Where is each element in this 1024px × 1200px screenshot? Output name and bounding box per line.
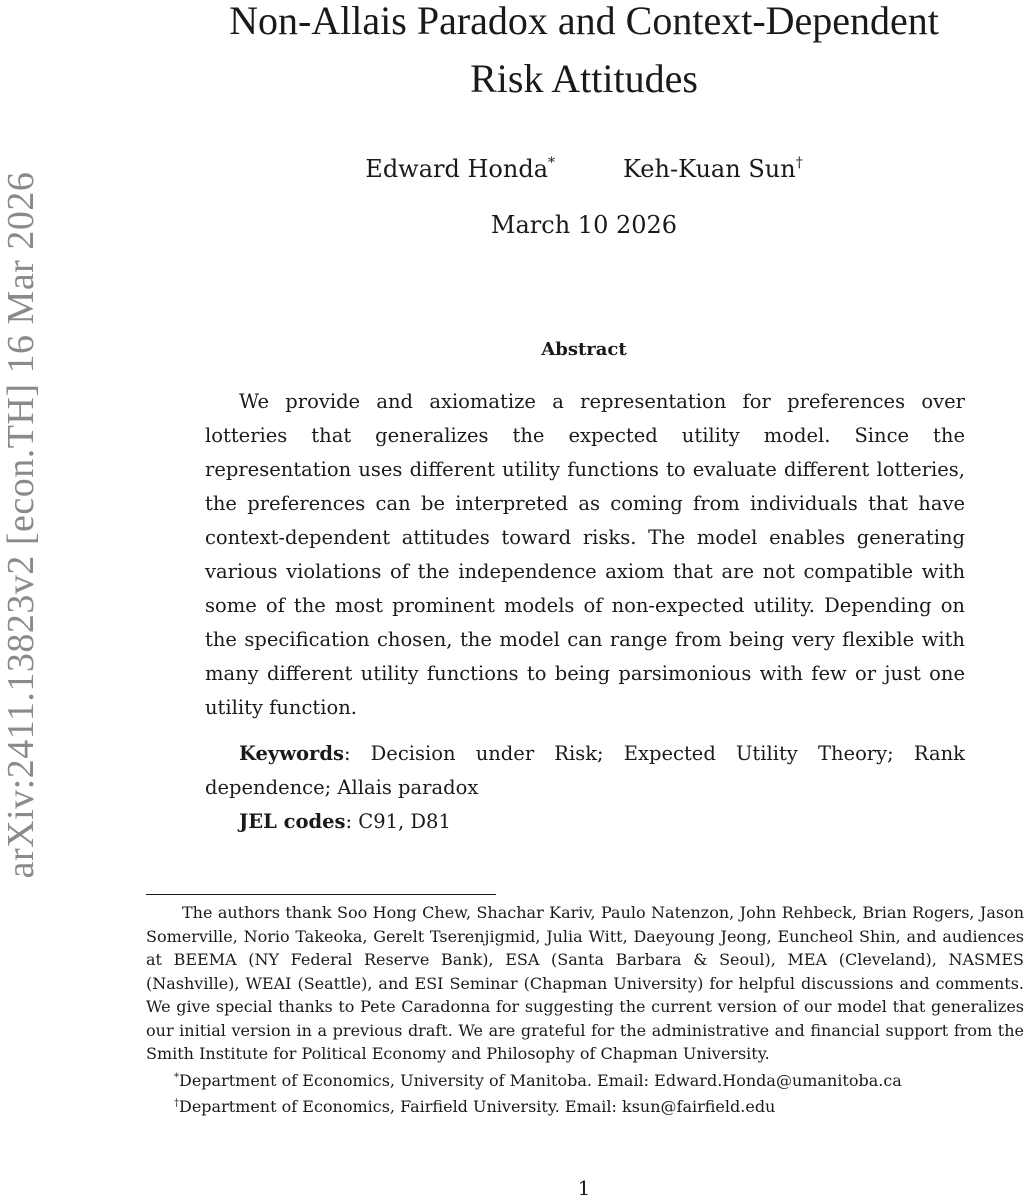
footnote-mark: † (174, 1098, 179, 1109)
author-keh-kuan-sun (623, 146, 803, 186)
arxiv-stamp (0, 0, 50, 1200)
keywords (205, 737, 965, 805)
affiliation-footnote-sun (146, 1092, 1024, 1119)
title-line-1: Non-Allais Paradox and Context-Dependent (229, 0, 939, 43)
keywords-label: Keywords (239, 742, 344, 765)
paper-date: March 10 2026 (490, 211, 678, 239)
jel-codes (205, 805, 965, 839)
keywords-text: : Decision under Risk; Expected Utility Theory; Rank dependence; Allais paradox (205, 742, 965, 799)
affiliation-text: Department of Economics, University of Manitoba. Email: Edward.Honda@umanitoba.ca (179, 1070, 902, 1090)
author-footnote-mark: † (795, 155, 803, 171)
paper-title (150, 0, 1018, 108)
title-line-2: Risk Attitudes (470, 56, 698, 101)
author-name: Keh-Kuan Sun (623, 155, 796, 183)
author-list (150, 146, 1018, 186)
author-edward-honda (365, 146, 555, 186)
footnote-divider (146, 894, 496, 895)
page-number: 1 (577, 1176, 591, 1200)
arxiv-identifier: arXiv:2411.13823v2 [econ.TH] 16 Mar 2026 (0, 171, 42, 879)
footnotes (146, 901, 1024, 1119)
author-footnote-mark: * (548, 155, 556, 171)
affiliation-footnote-honda (146, 1066, 1024, 1093)
abstract-text: We provide and axiomatize a representation for preferences over lotteries that generalizes the expected utility model. Since the representation uses different utility functions to evaluate different lotteries, the preferences can be interpreted as coming from individuals that have context-dependent attitudes toward risks. The model enables generating various violations of the independence axiom that are not compatible with some of the most prominent models of non-expected utility. Depending on the specification chosen, the model can range from being very flexible with many different utility functions to being parsimonious with few or just one utility function. (205, 390, 965, 719)
affiliation-text: Department of Economics, Fairfield University. Email: ksun@fairfield.edu (179, 1097, 776, 1116)
jel-label: JEL codes (239, 810, 346, 833)
abstract-heading: Abstract (541, 339, 627, 360)
author-name: Edward Honda (365, 155, 549, 183)
footnote-mark: * (174, 1071, 179, 1083)
jel-text: : C91, D81 (345, 810, 451, 833)
acknowledgements-footnote: The authors thank Soo Hong Chew, Shachar Kariv, Paulo Natenzon, John Rehbeck, Brian Rogers, Jason Somerville, Norio Takeoka, Gerelt Tserenjigmid, Julia Witt, Daeyoung Jeong, Euncheol Shin, and audiences at BEEMA (NY Federal Reserve Bank), ESA (Santa Barbara & Seoul), MEA (Cleveland), NASMES (Nashville), WEAI (Seattle), and ESI Seminar (Chapman University) for helpful discussions and comments. We give special thanks to Pete Caradonna for suggesting the current version of our model that generalizes our initial version in a previous draft. We are grateful for the administrative and financial support from the Smith Institute for Political Economy and Philosophy of Chapman University. (146, 903, 1024, 1063)
